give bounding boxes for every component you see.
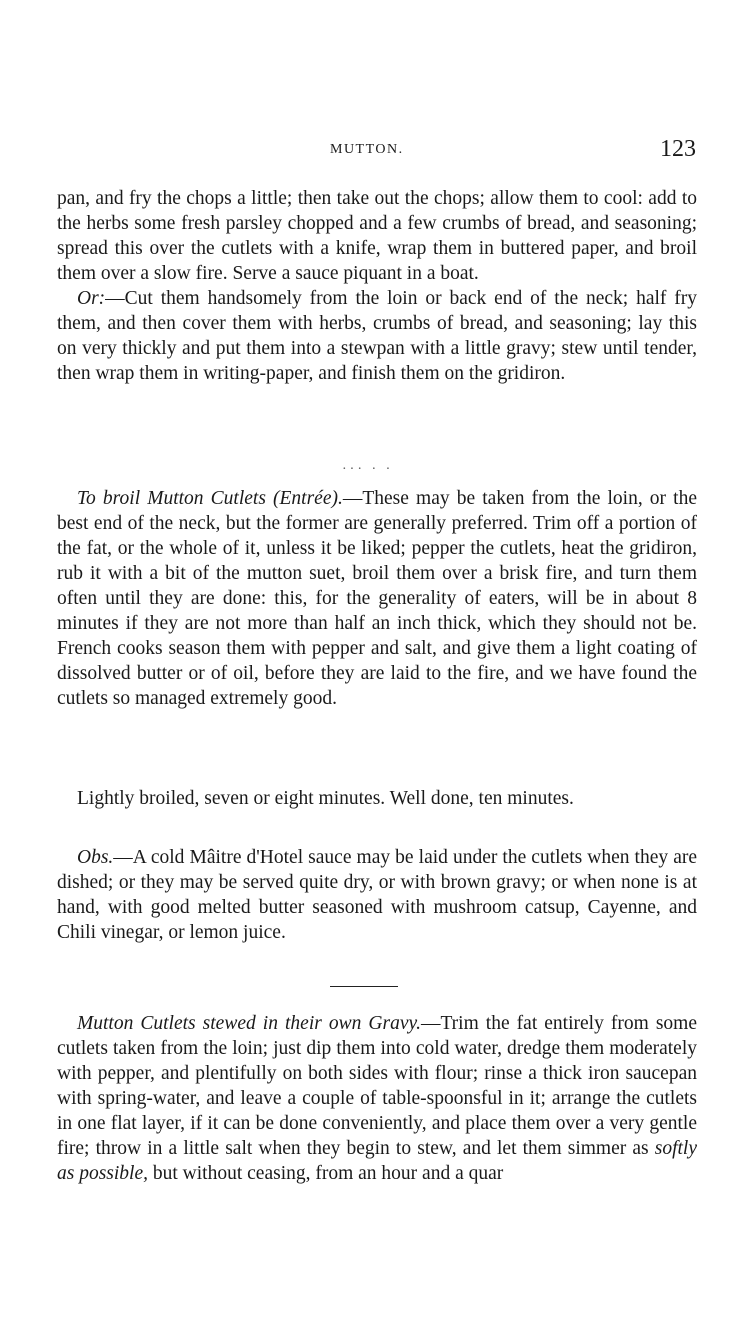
paragraph-body xyxy=(57,1011,697,1186)
paragraph-stewed-cutlets xyxy=(57,1011,697,1186)
paragraph-text: —A cold Mâitre d'Hotel sauce may be laid under the cutlets when they are dished; or they may be served quite dry, or with brown gravy; or when none is at hand, with good melted butter seasoned with mushroom catsup, Cayenne, and Chili vinegar, or lemon juice. xyxy=(57,847,697,943)
page-header xyxy=(0,132,750,172)
paragraph-or xyxy=(57,286,697,386)
page-number: 123 xyxy=(660,136,696,162)
paragraph-text: Lightly broiled, seven or eight minutes. Well done, ten minutes. xyxy=(77,788,574,809)
paragraph-herb-cutlets xyxy=(57,186,697,386)
section-divider xyxy=(330,986,398,987)
recipe-title: To broil Mutton Cutlets (Entrée). xyxy=(77,488,343,509)
paragraph-timing xyxy=(57,786,697,811)
paragraph-text: —These may be taken from the loin, or the best end of the neck, but the former are generally preferred. Trim off a portion of the fat, or the whole of it, unless it be liked; pepper the cutlets, heat the gridiron, rub it with a bit of the mutton suet, broil them over a brisk fire, and turn them often until they are done: this, for the generality of eaters, will be in about 8 minutes if they are not more than half an inch thick, which they should not be. French cooks season them with pepper and salt, and give them a light coating of dissolved butter or of oil, before they are laid to the fire, and we have found the cutlets so managed extremely good. xyxy=(57,488,697,709)
paragraph-lead: Obs. xyxy=(77,847,114,868)
paragraph-text: —Trim the fat entirely from some cutlets taken from the loin; just dip them into cold water, dredge them moderately with pepper, and plentifully on both sides with flour; rinse a thick iron saucepan with spring-water, and leave a couple of table-spoonsful in it; arrange the cutlets in one flat layer, if it can be done conveniently, and place them over a very gentle fire; throw in a little salt when they begin to stew, and let them simmer as xyxy=(57,1013,697,1159)
paragraph-text: pan, and fry the chops a little; then take out the chops; allow them to cool: add to the herbs some fresh parsley chopped and a few crumbs of bread, and seasoning; spread this over the cutlets with a knife, wrap them in buttered paper, and broil them over a slow fire. Serve a sauce piquant in a boat. xyxy=(57,188,697,284)
running-head: MUTTON. xyxy=(330,142,404,157)
paragraph-text: —Cut them handsomely from the loin or back end of the neck; half fry them, and then cover them with herbs, crumbs of bread, and seasoning; lay this on very thickly and put them into a stewpan with a little gravy; stew until tender, then wrap them in writing-paper, and finish them on the gridiron. xyxy=(57,288,697,384)
paragraph-body xyxy=(57,486,697,711)
section-separator-dots: ··· · · xyxy=(342,462,394,477)
paragraph-lead: Or: xyxy=(77,288,106,309)
emphasis-text: softly as possible, xyxy=(57,1138,697,1184)
recipe-title: Mutton Cutlets stewed in their own Gravy. xyxy=(77,1013,421,1034)
paragraph-broil-cutlets xyxy=(57,486,697,711)
paragraph-observation xyxy=(57,845,697,945)
paragraph-body xyxy=(57,845,697,945)
paragraph-text: but without ceasing, from an hour and a quar xyxy=(148,1163,504,1184)
